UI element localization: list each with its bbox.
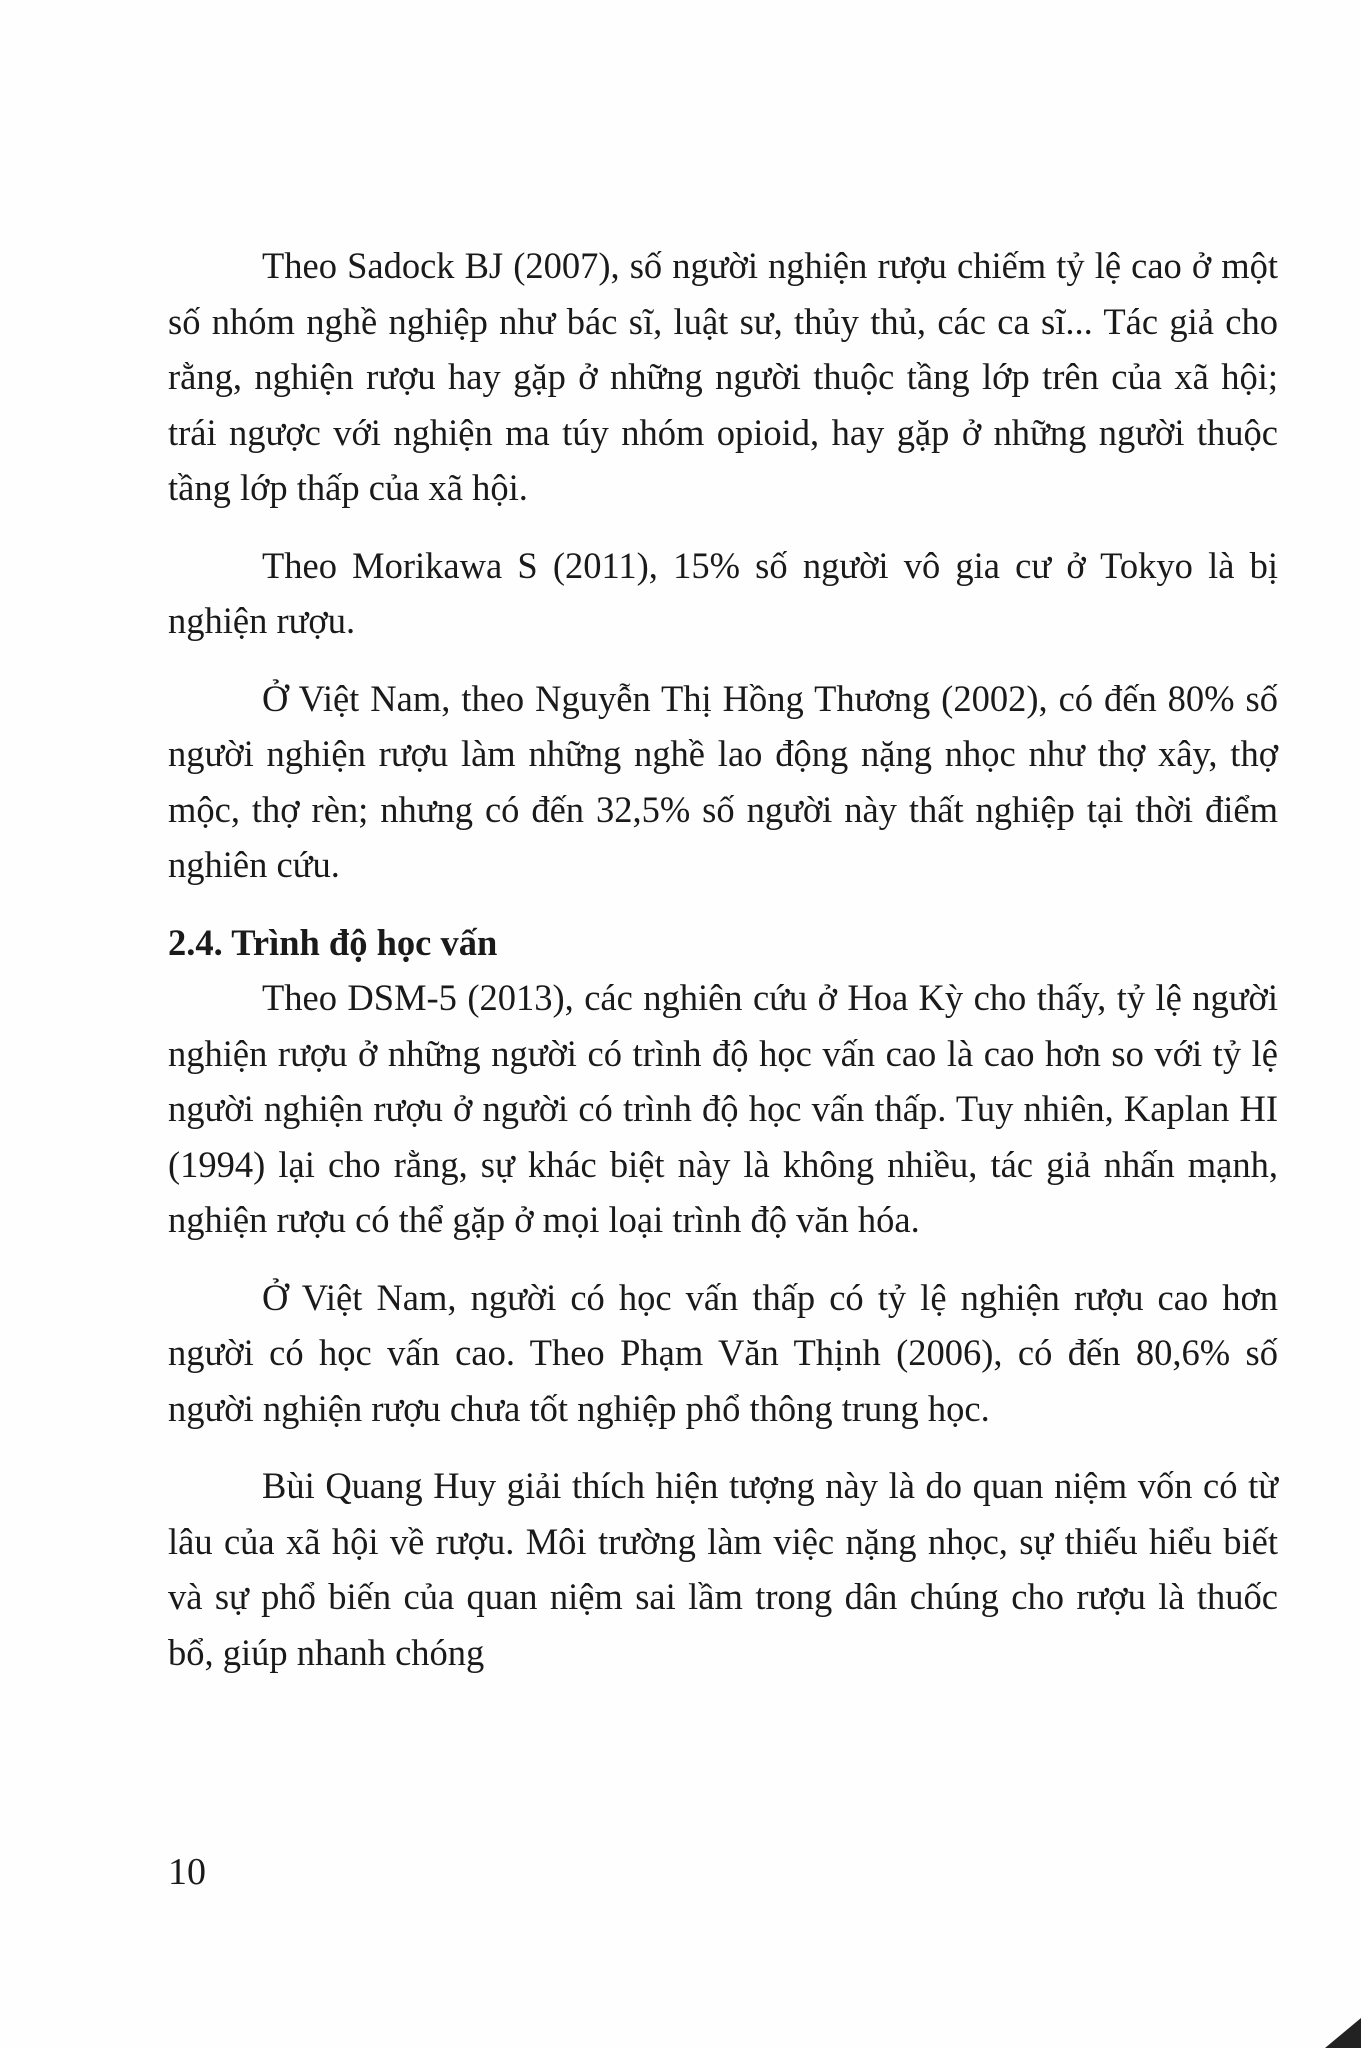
paragraph-bui-quang-huy: Bùi Quang Huy giải thích hiện tượng này là do quan niệm vốn có từ lâu của xã hội về rượu. Môi trường làm việc nặng nhọc, sự thiếu hiểu biết và sự phổ biến của quan niệm sai lầm trong dân chúng cho rượu là thuốc bổ, giúp nhanh chóng xyxy=(168,1465,1278,1673)
paragraph-sadock: Theo Sadock BJ (2007), số người nghiện rượu chiếm tỷ lệ cao ở một số nhóm nghề nghiệp như bác sĩ, luật sư, thủy thủ, các ca sĩ... Tác giả cho rằng, nghiện rượu hay gặp ở những người thuộc tầng lớp trên của xã hội; trái ngược với nghiện ma túy nhóm opioid, hay gặp ở những người thuộc tầng lớp thấp của xã hội. xyxy=(168,245,1278,508)
scan-edge-mark xyxy=(1325,2018,1361,2048)
section-heading: 2.4. Trình độ học vấn xyxy=(168,921,498,963)
paragraph-dsm5: Theo DSM-5 (2013), các nghiên cứu ở Hoa Kỳ cho thấy, tỷ lệ người nghiện rượu ở những người có trình độ học vấn cao là cao hơn so với tỷ lệ người nghiện rượu ở người có trình độ học vấn thấp. Tuy nhiên, Kaplan HI (1994) lại cho rằng, sự khác biệt này là không nhiều, tác giả nhấn mạnh, nghiện rượu có thể gặp ở mọi loại trình độ văn hóa. xyxy=(168,977,1278,1240)
page-number: 10 xyxy=(168,1851,206,1893)
paragraph-vietnam-occupation: Ở Việt Nam, theo Nguyễn Thị Hồng Thương (2002), có đến 80% số người nghiện rượu làm những nghề lao động nặng nhọc như thợ xây, thợ mộc, thợ rèn; nhưng có đến 32,5% số người này thất nghiệp tại thời điểm nghiên cứu. xyxy=(168,677,1278,885)
paragraph-morikawa: Theo Morikawa S (2011), 15% số người vô gia cư ở Tokyo là bị nghiện rượu. xyxy=(168,544,1278,641)
paragraph-vietnam-education: Ở Việt Nam, người có học vấn thấp có tỷ lệ nghiện rượu cao hơn người có học vấn cao. Theo Phạm Văn Thịnh (2006), có đến 80,6% số người nghiện rượu chưa tốt nghiệp phổ thông trung học. xyxy=(168,1276,1278,1429)
page-body xyxy=(168,238,1278,1680)
